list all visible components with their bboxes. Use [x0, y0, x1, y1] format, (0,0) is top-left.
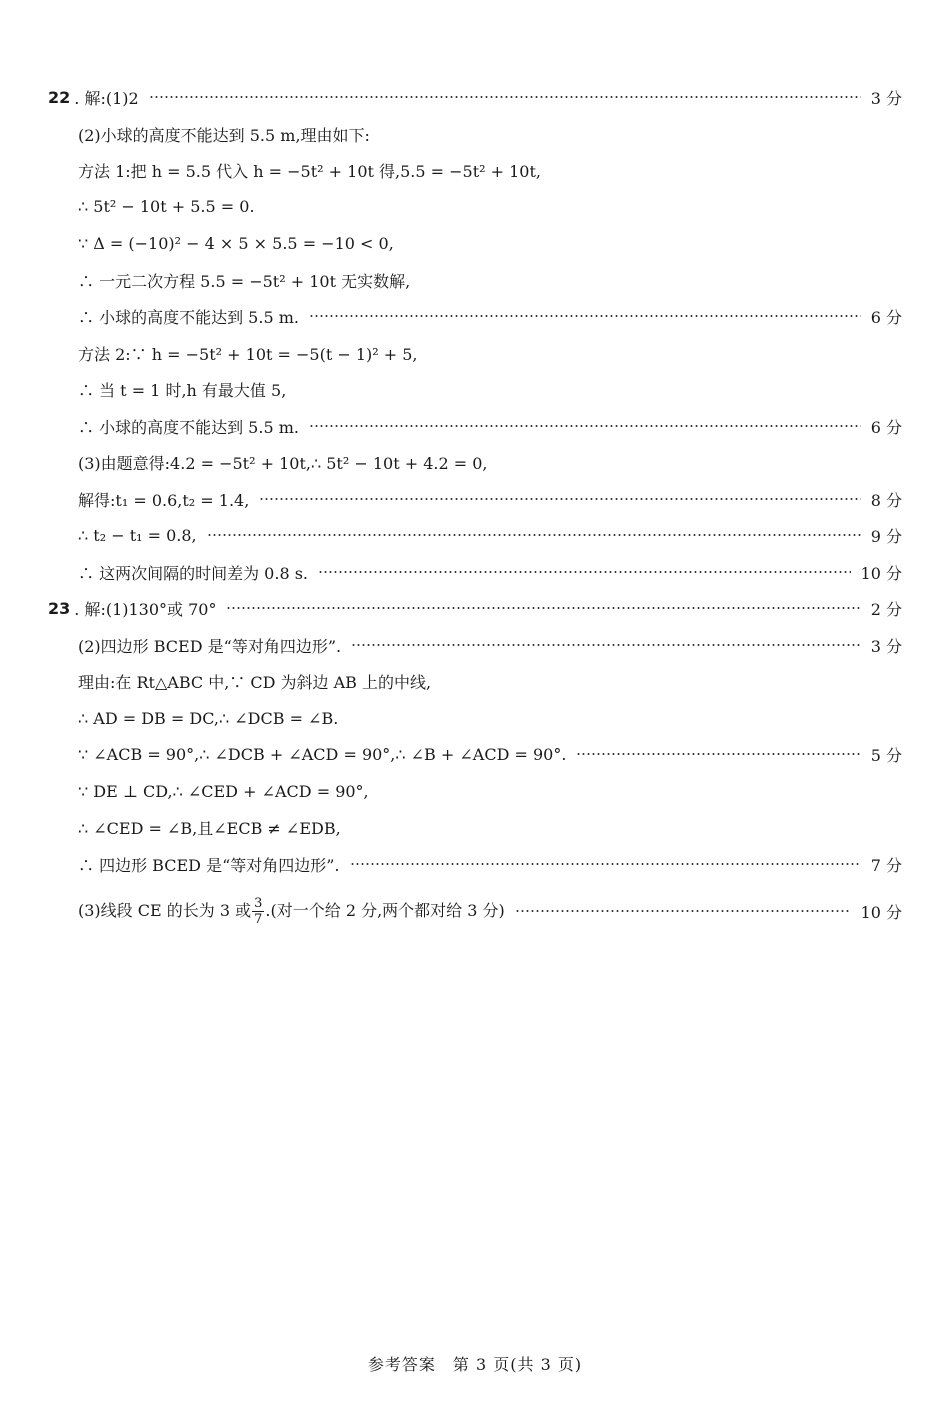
answer-text: (3)由题意得:4.2 = −5t² + 10t,∴ 5t² − 10t + 4.2 = 0, [78, 453, 488, 473]
dot-leader [318, 571, 851, 573]
answer-text: 方法 1:把 h = 5.5 代入 h = −5t² + 10t 得,5.5 = −5t² + 10t, [78, 161, 542, 181]
dot-leader [515, 910, 851, 912]
q22-equation-line [78, 194, 902, 218]
answer-text: ∴ 小球的高度不能达到 5.5 m. [78, 417, 299, 437]
answer-text-a: (3)线段 CE 的长为 3 或 [78, 900, 252, 920]
q23-conclusion-line [78, 852, 902, 876]
dot-leader [149, 96, 861, 98]
answer-text: (2)小球的高度不能达到 5.5 m,理由如下: [78, 125, 370, 145]
q23-part1-line [48, 596, 902, 620]
q22-part3-line [78, 450, 902, 474]
answer-text: ∴ 小球的高度不能达到 5.5 m. [78, 307, 299, 327]
dot-leader [259, 498, 860, 500]
q22-max-value-line [78, 377, 902, 401]
dot-leader [226, 607, 860, 609]
q23-angle-equal-line [78, 815, 902, 839]
answer-text [78, 897, 505, 926]
q22-method2-line [78, 341, 902, 365]
answer-text: ∴ 四边形 BCED 是“等对角四边形”. [78, 855, 340, 875]
q22-conclusion2-line [78, 414, 902, 438]
q22-method1-line [78, 158, 902, 182]
page-footer: 参考答案 第 3 页(共 3 页) [367, 1355, 583, 1374]
answer-text: ∵ Δ = (−10)² − 4 × 5 × 5.5 = −10 < 0, [78, 233, 394, 253]
fraction-denominator: 7 [254, 911, 263, 927]
answer-text: ∴ ∠CED = ∠B,且∠ECB ≠ ∠EDB, [78, 818, 341, 838]
answer-text: ∴ AD = DB = DC,∴ ∠DCB = ∠B. [78, 708, 339, 728]
score-label: 8 分 [870, 490, 902, 510]
q23-part3-line [78, 894, 902, 928]
question-number: 23 [48, 598, 71, 618]
dot-leader [350, 863, 861, 865]
answer-text: ∵ DE ⊥ CD,∴ ∠CED + ∠ACD = 90°, [78, 781, 369, 801]
q23-angle-sum-line [78, 742, 902, 766]
q22-final-line [78, 560, 902, 584]
q22-part2-intro [78, 122, 902, 146]
answer-text: 方法 2:∵ h = −5t² + 10t = −5(t − 1)² + 5, [78, 344, 418, 364]
score-label: 3 分 [870, 88, 902, 108]
q22-roots-line [78, 487, 902, 511]
score-label: 7 分 [870, 855, 902, 875]
q22-no-solution-line [78, 268, 902, 292]
answer-text: 理由:在 Rt△ABC 中,∵ CD 为斜边 AB 上的中线, [78, 672, 432, 692]
dot-leader [207, 534, 861, 536]
score-label: 10 分 [860, 563, 902, 583]
score-label: 3 分 [870, 636, 902, 656]
score-label: 5 分 [870, 745, 902, 765]
dot-leader [351, 644, 861, 646]
answer-text: ∴ 一元二次方程 5.5 = −5t² + 10t 无实数解, [78, 271, 411, 291]
answer-text: (2)四边形 BCED 是“等对角四边形”. [78, 636, 342, 656]
answer-text: ∴ t₂ − t₁ = 0.8, [78, 525, 197, 545]
fraction-numerator: 3 [254, 895, 263, 911]
q23-reason-line [78, 669, 902, 693]
answer-text: ∵ ∠ACB = 90°,∴ ∠DCB + ∠ACD = 90°,∴ ∠B + ∠ACD = 90°. [78, 744, 567, 764]
fraction [252, 897, 264, 926]
score-label: 10 分 [860, 902, 902, 922]
answer-text: . 解:(1)2 [74, 88, 139, 108]
score-label: 9 分 [870, 526, 902, 546]
q23-equal-sides-line [78, 706, 902, 730]
answer-text: . 解:(1)130°或 70° [74, 599, 217, 619]
answer-text: ∴ 这两次间隔的时间差为 0.8 s. [78, 563, 309, 583]
answer-text: 解得:t₁ = 0.6,t₂ = 1.4, [78, 490, 250, 510]
answer-text: ∴ 当 t = 1 时,h 有最大值 5, [78, 380, 287, 400]
dot-leader [576, 753, 860, 755]
dot-leader [309, 425, 861, 427]
q23-perpendicular-line [78, 779, 902, 803]
dot-leader [309, 315, 861, 317]
score-label: 6 分 [870, 307, 902, 327]
q22-conclusion1-line [78, 304, 902, 328]
q22-difference-line [78, 523, 902, 547]
q22-discriminant-line [78, 231, 902, 255]
answer-text: ∴ 5t² − 10t + 5.5 = 0. [78, 196, 255, 216]
question-number: 22 [48, 87, 71, 107]
q22-part1-line [48, 85, 902, 109]
answer-text-b: .(对一个给 2 分,两个都对给 3 分) [265, 900, 505, 920]
q23-part2-line [78, 633, 902, 657]
score-label: 6 分 [870, 417, 902, 437]
score-label: 2 分 [870, 599, 902, 619]
